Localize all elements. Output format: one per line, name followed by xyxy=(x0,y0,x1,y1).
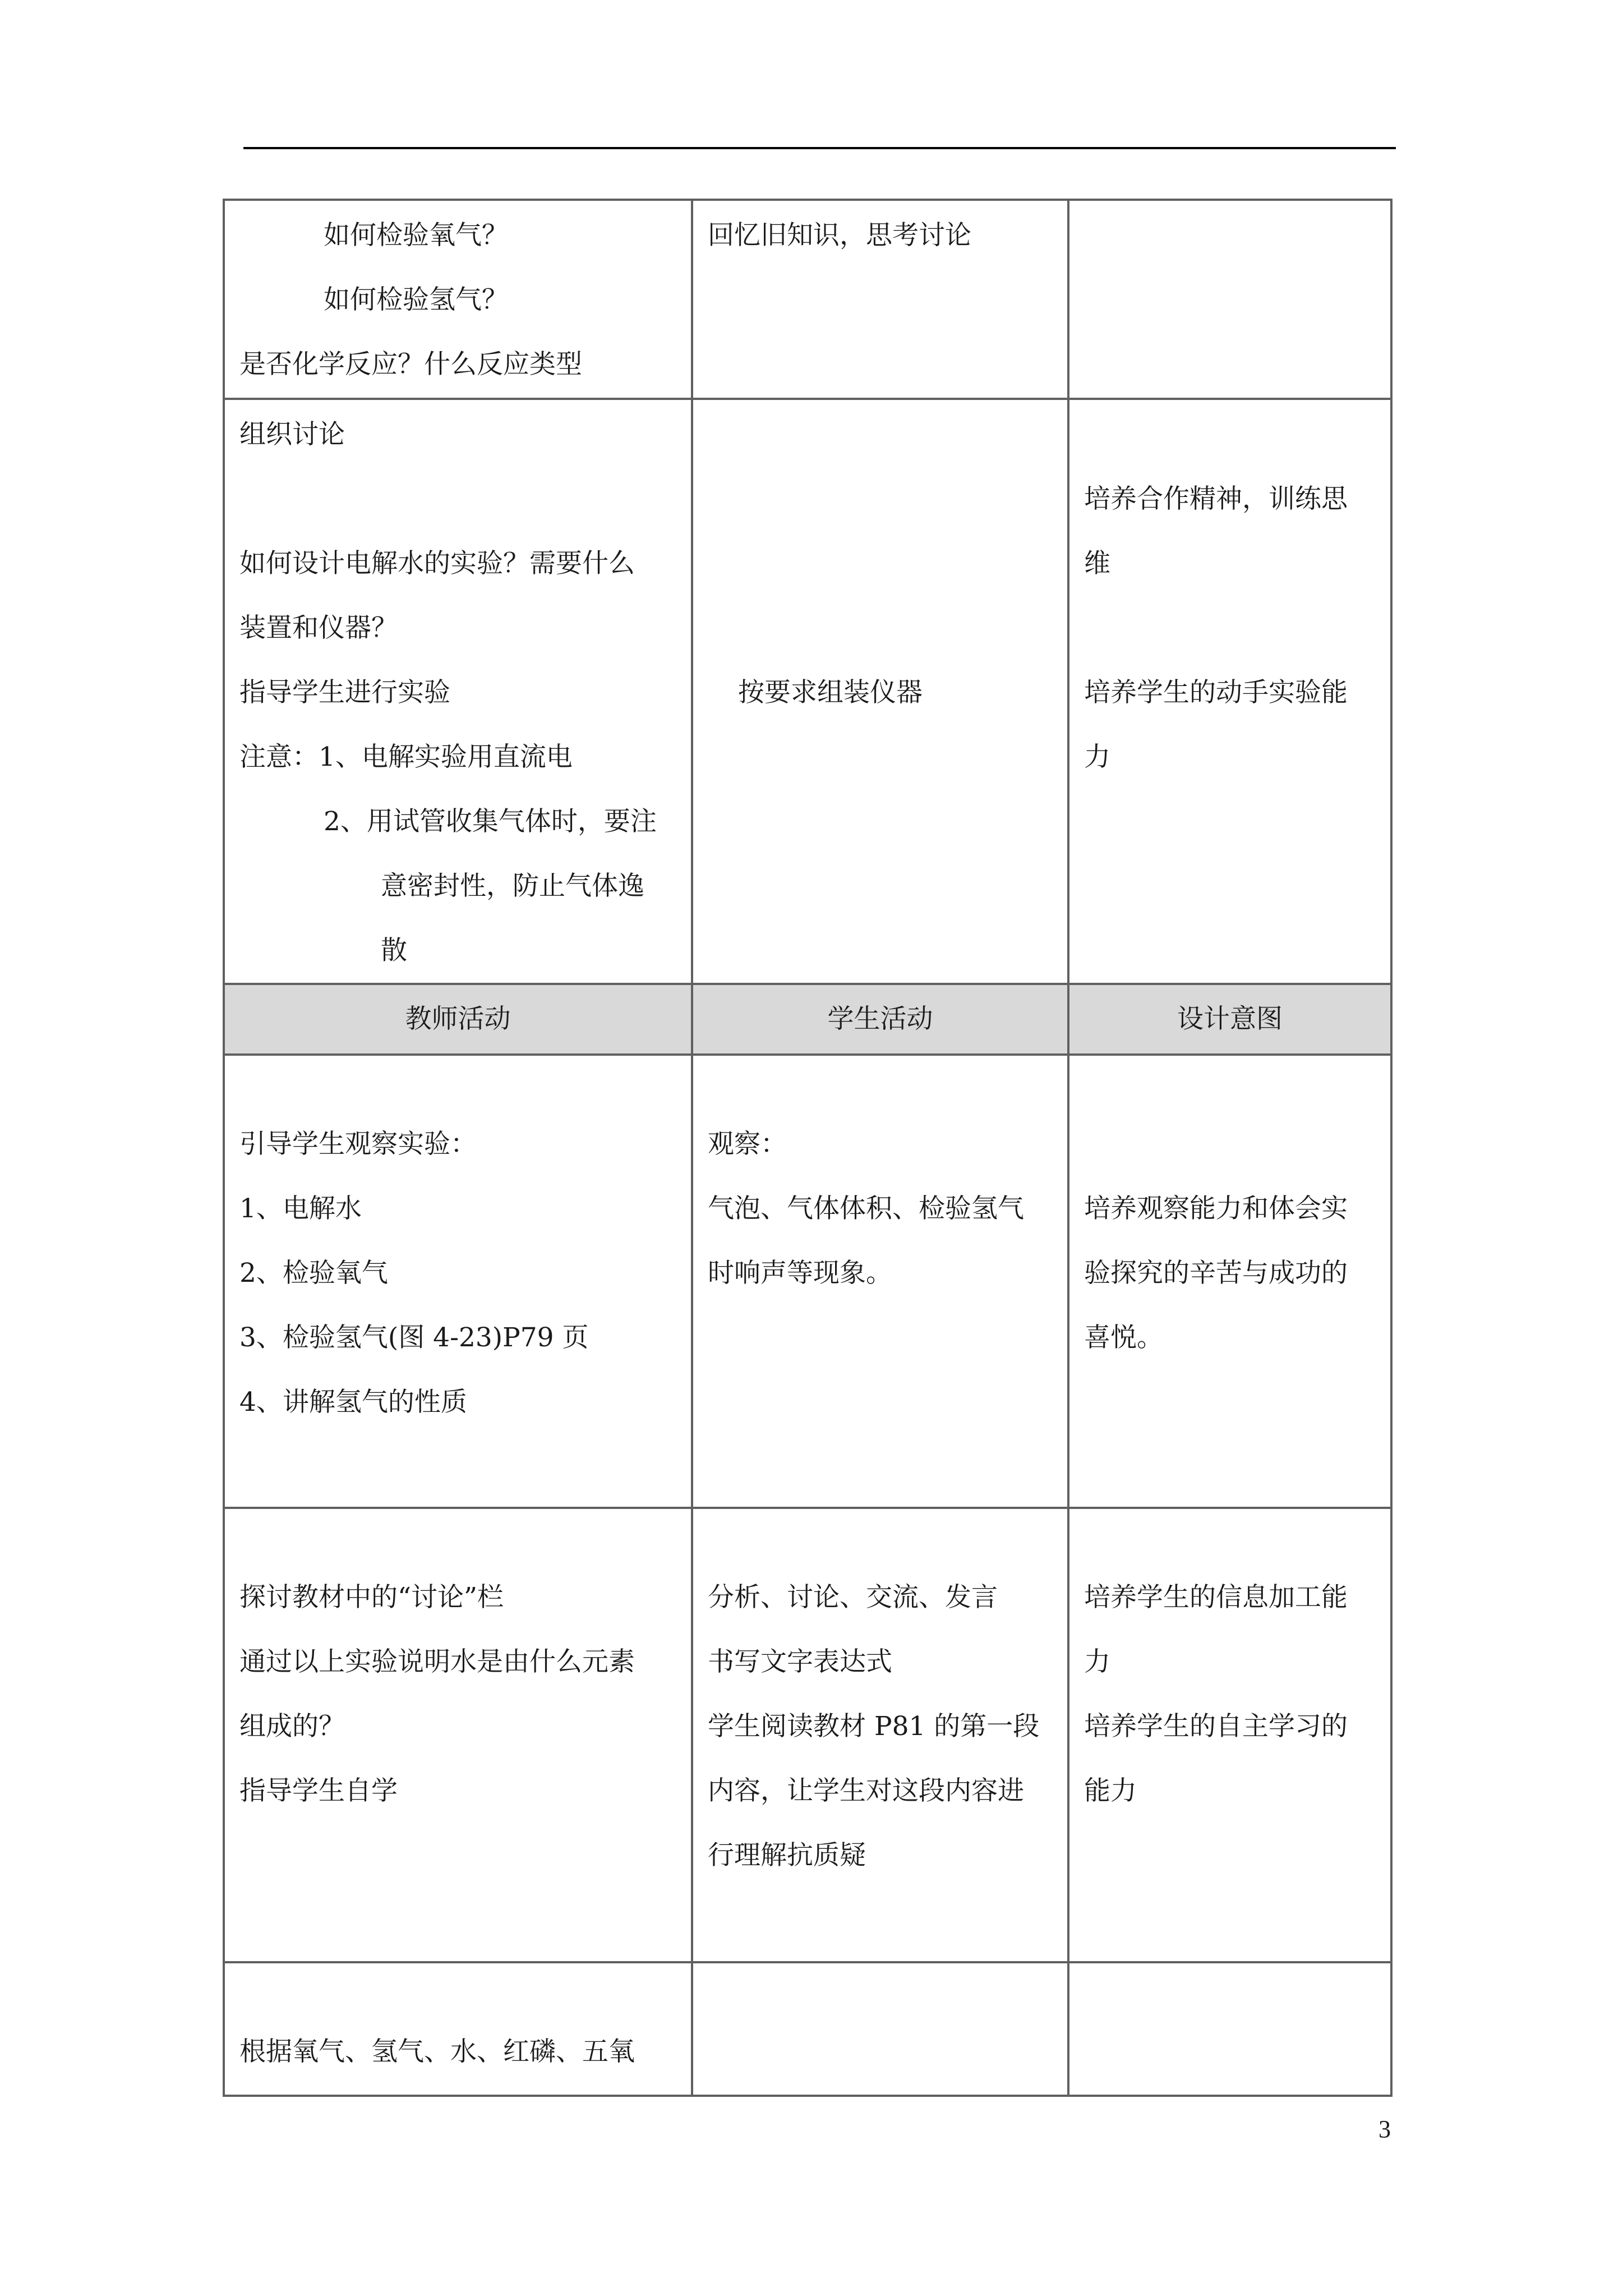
lesson-plan-table xyxy=(223,199,1393,2097)
cell-line: 如何检验氢气？ xyxy=(324,284,508,315)
teacher-activity-cell xyxy=(224,200,692,399)
cell-line: 分析、讨论、交流、发言 xyxy=(708,1582,998,1613)
blank-line xyxy=(738,531,1059,596)
design-intent-cell xyxy=(1068,399,1391,984)
student-activity-cell xyxy=(692,200,1068,399)
teacher-activity-cell xyxy=(224,1962,692,2096)
page-number: 3 xyxy=(1378,2115,1391,2143)
blank-line xyxy=(1084,1112,1382,1176)
cell-line: 能力 xyxy=(1084,1775,1137,1806)
cell-line: 4、讲解氢气的性质 xyxy=(239,1387,467,1418)
cell-line: 2、用试管收集气体时，要注 xyxy=(324,806,657,837)
cell-line: 观察： xyxy=(708,1129,787,1159)
table-row xyxy=(224,1962,1391,2096)
student-activity-cell xyxy=(692,399,1068,984)
cell-line: 力 xyxy=(1084,742,1110,772)
teacher-activity-cell xyxy=(224,1508,692,1962)
table-row xyxy=(224,399,1391,984)
cell-line: 培养学生的自主学习的 xyxy=(1084,1711,1348,1742)
cell-line: 探讨教材中的“讨论”栏 xyxy=(239,1582,504,1613)
cell-line: 验探究的辛苦与成功的 xyxy=(1084,1258,1348,1289)
column-header-intent: 设计意图 xyxy=(1068,984,1391,1055)
table-row xyxy=(224,200,1391,399)
cell-line: 2、检验氧气 xyxy=(239,1258,388,1289)
cell-line: 培养学生的信息加工能 xyxy=(1084,1582,1348,1613)
cell-line: 维 xyxy=(1084,548,1110,579)
table-row xyxy=(224,1055,1391,1508)
header-rule xyxy=(243,147,1396,149)
cell-line: 时响声等现象。 xyxy=(708,1258,892,1289)
cell-line: 指导学生进行实验 xyxy=(239,677,450,708)
cell-line: 装置和仪器？ xyxy=(239,613,398,643)
student-activity-cell xyxy=(692,1508,1068,1962)
blank-line xyxy=(738,467,1059,531)
cell-line: 力 xyxy=(1084,1646,1110,1677)
table-header-row xyxy=(224,984,1391,1055)
cell-line: 散 xyxy=(381,935,407,966)
cell-line: 是否化学反应？什么反应类型 xyxy=(239,349,582,380)
cell-line: 气泡、气体体积、检验氢气 xyxy=(708,1193,1024,1224)
cell-line: 组织讨论 xyxy=(239,419,345,450)
cell-line: 培养观察能力和体会实 xyxy=(1084,1193,1348,1224)
cell-line: 行理解抗质疑 xyxy=(708,1840,866,1871)
design-intent-cell xyxy=(1068,1962,1391,2096)
column-header-student: 学生活动 xyxy=(692,984,1068,1055)
blank-line xyxy=(738,402,1059,467)
table-row xyxy=(224,1508,1391,1962)
column-header-teacher: 教师活动 xyxy=(224,984,692,1055)
cell-line: 引导学生观察实验： xyxy=(239,1129,477,1159)
cell-line: 内容，让学生对这段内容进 xyxy=(708,1775,1024,1806)
teacher-activity-cell xyxy=(224,399,692,984)
blank-line xyxy=(1084,402,1382,467)
student-activity-cell xyxy=(692,1962,1068,2096)
cell-line: 如何设计电解水的实验？需要什么 xyxy=(239,548,635,579)
cell-line: 培养学生的动手实验能 xyxy=(1084,677,1348,708)
cell-line: 按要求组装仪器 xyxy=(738,677,923,708)
cell-line: 书写文字表达式 xyxy=(708,1646,892,1677)
design-intent-cell xyxy=(1068,200,1391,399)
cell-line: 3、检验氢气(图 4-23)P79 页 xyxy=(239,1322,589,1353)
cell-line: 如何检验氧气？ xyxy=(324,220,508,251)
cell-line: 组成的？ xyxy=(239,1711,345,1742)
blank-line xyxy=(738,596,1059,660)
cell-line: 根据氧气、氢气、水、红磷、五氧 xyxy=(239,2036,635,2067)
cell-line: 学生阅读教材 P81 的第一段 xyxy=(708,1711,1040,1742)
cell-line: 意密封性，防止气体逸 xyxy=(381,871,644,901)
design-intent-cell xyxy=(1068,1055,1391,1508)
cell-line: 指导学生自学 xyxy=(239,1775,398,1806)
design-intent-cell xyxy=(1068,1508,1391,1962)
cell-line: 培养合作精神，训练思 xyxy=(1084,484,1348,514)
cell-line: 1、电解水 xyxy=(239,1193,362,1224)
cell-line: 注意：1、电解实验用直流电 xyxy=(239,742,573,772)
cell-line: 回忆旧知识，思考讨论 xyxy=(708,220,971,251)
blank-line xyxy=(1084,596,1382,660)
cell-line: 通过以上实验说明水是由什么元素 xyxy=(239,1646,635,1677)
cell-line: 喜悦。 xyxy=(1084,1322,1163,1353)
teacher-activity-cell xyxy=(224,1055,692,1508)
blank-line xyxy=(239,467,683,531)
student-activity-cell xyxy=(692,1055,1068,1508)
